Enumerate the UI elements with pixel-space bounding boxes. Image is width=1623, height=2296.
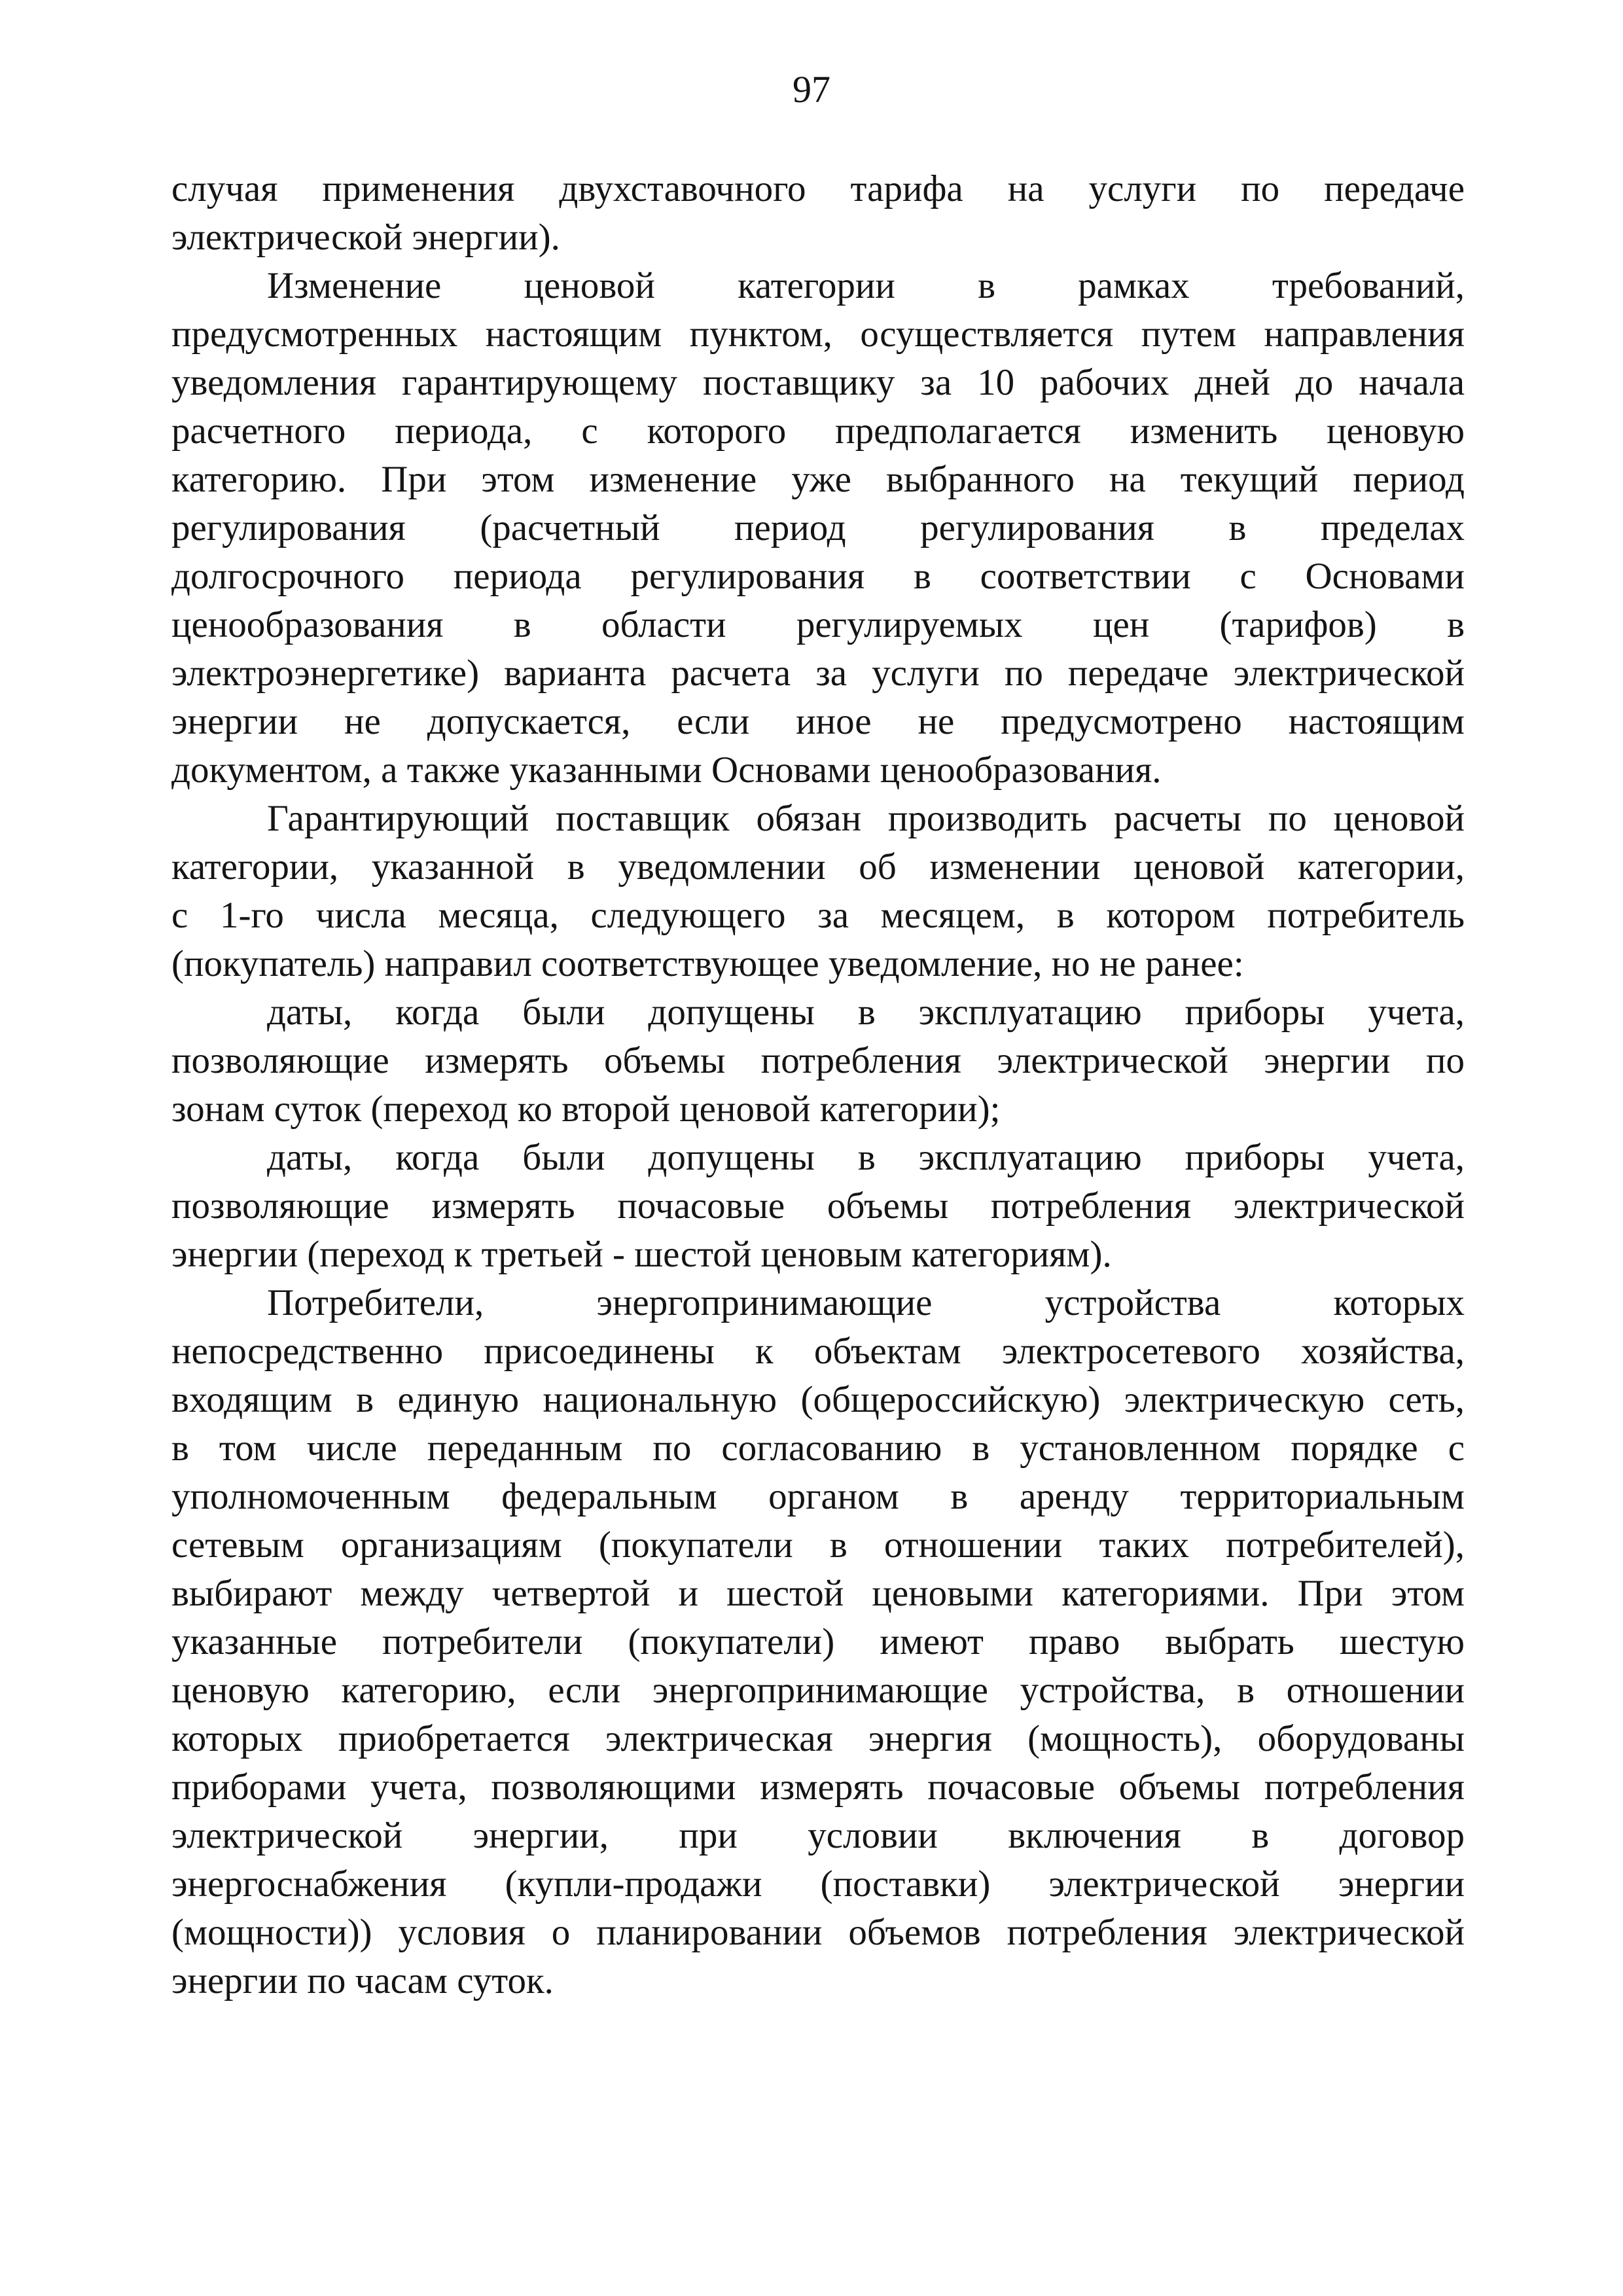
text-line: (мощности)) условия о планировании объемов потребления электрической	[171, 1912, 1465, 1953]
text-line: Потребители, энергопринимающие устройства которых	[267, 1282, 1465, 1323]
text-line: энергоснабжения (купли-продажи (поставки) электрической энергии	[171, 1863, 1465, 1905]
text-line: ценовую категорию, если энергопринимающие устройства, в отношении	[171, 1670, 1465, 1711]
text-line: случая применения двухставочного тарифа на услуги по передаче	[171, 168, 1465, 209]
paragraph	[171, 1279, 1465, 2005]
text-line: уведомления гарантирующему поставщику за 10 рабочих дней до начала	[171, 362, 1465, 403]
text-line: указанные потребители (покупатели) имеют право выбрать шестую	[171, 1621, 1465, 1662]
text-line: категории, указанной в уведомлении об изменении ценовой категории,	[171, 846, 1465, 888]
text-line: приборами учета, позволяющими измерять почасовые объемы потребления	[171, 1767, 1465, 1808]
text-line: документом, а также указанными Основами ценообразования.	[171, 749, 1162, 791]
text-line: зонам суток (переход ко второй ценовой категории);	[171, 1088, 1001, 1130]
text-line: категорию. При этом изменение уже выбранного на текущий период	[171, 459, 1465, 500]
text-line: входящим в единую национальную (общероссийскую) электрическую сеть,	[171, 1379, 1465, 1420]
text-line: электрической энергии).	[171, 217, 560, 258]
text-line: в том числе переданным по согласованию в установленном порядке с	[171, 1427, 1465, 1469]
text-line: выбирают между четвертой и шестой ценовыми категориями. При этом	[171, 1573, 1465, 1614]
paragraph	[171, 165, 1465, 262]
text-line: предусмотренных настоящим пунктом, осуществляется путем направления	[171, 314, 1465, 355]
paragraph	[171, 262, 1465, 795]
text-line: регулирования (расчетный период регулирования в пределах	[171, 507, 1465, 548]
text-line: уполномоченным федеральным органом в аренду территориальным	[171, 1476, 1465, 1517]
text-line: энергии по часам суток.	[171, 1960, 554, 2001]
text-line: долгосрочного периода регулирования в соответствии с Основами	[171, 556, 1465, 597]
document-body	[171, 165, 1465, 2005]
text-line: с 1-го числа месяца, следующего за месяцем, в котором потребитель	[171, 895, 1465, 936]
paragraph	[171, 795, 1465, 988]
text-line: позволяющие измерять объемы потребления электрической энергии по	[171, 1040, 1465, 1081]
text-line: энергии (переход к третьей - шестой ценовым категориям).	[171, 1234, 1112, 1275]
text-line: даты, когда были допущены в эксплуатацию приборы учета,	[267, 992, 1465, 1033]
paragraph	[171, 988, 1465, 1134]
text-line: Изменение ценовой категории в рамках требований,	[267, 265, 1465, 306]
text-line: Гарантирующий поставщик обязан производить расчеты по ценовой	[267, 798, 1465, 839]
text-line: даты, когда были допущены в эксплуатацию приборы учета,	[267, 1137, 1465, 1178]
text-line: позволяющие измерять почасовые объемы потребления электрической	[171, 1185, 1465, 1227]
text-line: расчетного периода, с которого предполагается изменить ценовую	[171, 410, 1465, 452]
text-line: сетевым организациям (покупатели в отношении таких потребителей),	[171, 1524, 1465, 1566]
text-line: ценообразования в области регулируемых цен (тарифов) в	[171, 604, 1465, 645]
text-line: (покупатель) направил соответствующее уведомление, но не ранее:	[171, 943, 1244, 984]
text-line: электроэнергетике) варианта расчета за услуги по передаче электрической	[171, 653, 1465, 694]
text-line: энергии не допускается, если иное не предусмотрено настоящим	[171, 701, 1465, 742]
text-line: которых приобретается электрическая энергия (мощность), оборудованы	[171, 1718, 1465, 1759]
text-line: электрической энергии, при условии включения в договор	[171, 1815, 1465, 1856]
text-line: непосредственно присоединены к объектам электросетевого хозяйства,	[171, 1331, 1465, 1372]
page-number: 97	[793, 68, 830, 111]
paragraph	[171, 1134, 1465, 1279]
